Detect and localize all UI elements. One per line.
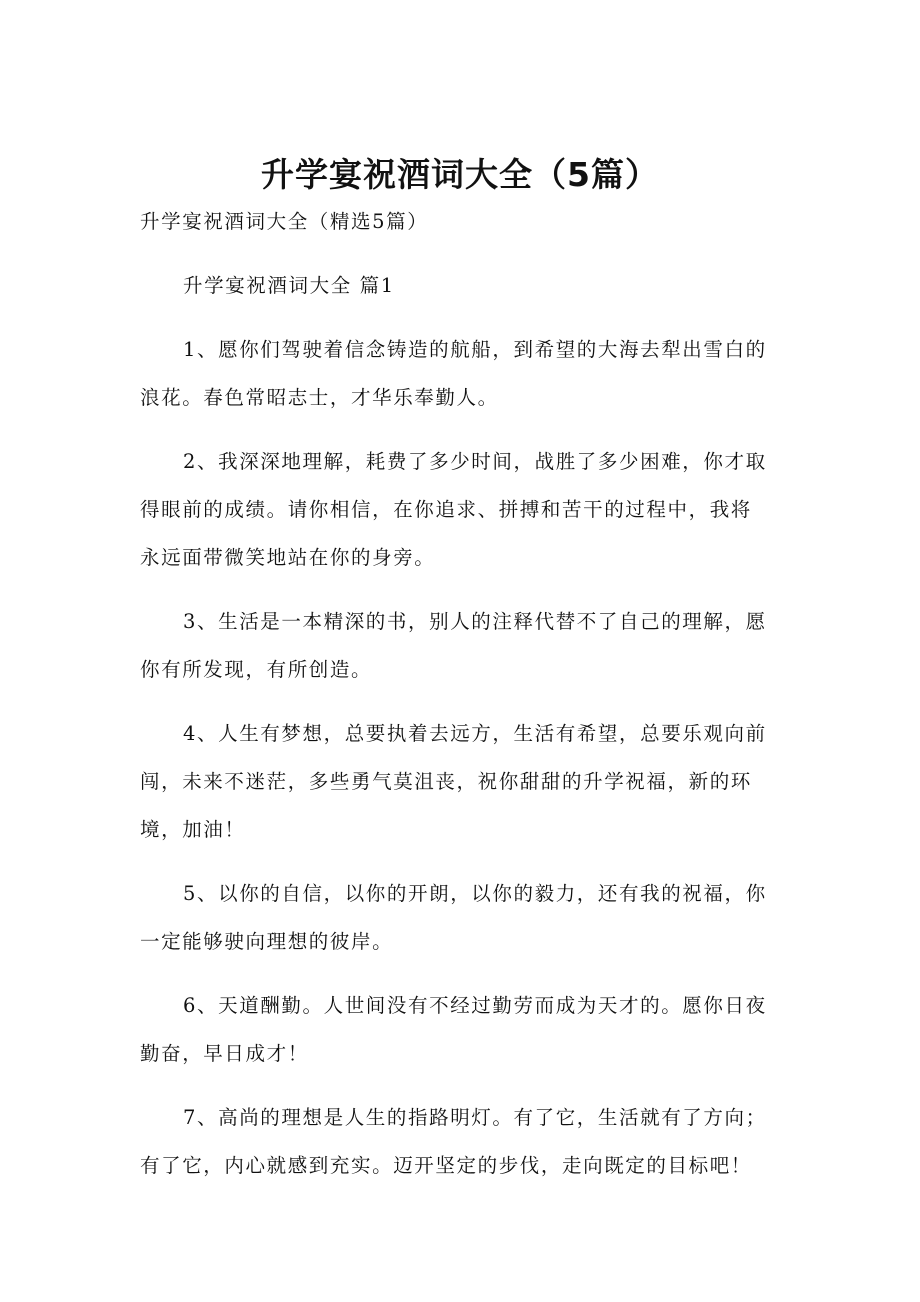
paragraph-line: 你有所发现，有所创造。 [140, 658, 373, 681]
paragraph-line: 有了它，内心就感到充实。迈开坚定的步伐，走向既定的目标吧！ [140, 1154, 752, 1177]
paragraph-line: 3、生活是一本精深的书，别人的注释代替不了自己的理解，愿 [183, 610, 767, 633]
paragraph-line: 2、我深深地理解，耗费了多少时间，战胜了多少困难，你才取 [183, 450, 767, 473]
paragraph [140, 982, 800, 1078]
paragraph-line: 1、愿你们驾驶着信念铸造的航船，到希望的大海去犁出雪白的 [183, 338, 767, 361]
paragraph [140, 326, 800, 422]
paragraph-line: 浪花。春色常昭志士，才华乐奉勤人。 [140, 386, 499, 409]
paragraph-line: 永远面带微笑地站在你的身旁。 [140, 546, 436, 569]
paragraph-line: 5、以你的自信，以你的开朗，以你的毅力，还有我的祝福，你 [183, 882, 767, 905]
section-heading: 升学宴祝酒词大全 篇1 [183, 274, 395, 297]
paragraph-line: 6、天道酬勤。人世间没有不经过勤劳而成为天才的。愿你日夜 [183, 994, 767, 1017]
paragraph-line: 一定能够驶向理想的彼岸。 [140, 930, 394, 953]
document-body [140, 198, 800, 1206]
paragraph-line: 闯，未来不迷茫，多些勇气莫沮丧，祝你甜甜的升学祝福，新的环 [140, 770, 752, 793]
paragraph-line: 境，加油！ [140, 818, 246, 841]
paragraph-line: 4、人生有梦想，总要执着去远方，生活有希望，总要乐观向前 [183, 722, 767, 745]
document-subtitle: 升学宴祝酒词大全（精选5篇） [140, 210, 429, 233]
paragraph [140, 870, 800, 966]
paragraph [140, 598, 800, 694]
document-title: 升学宴祝酒词大全（5篇） [261, 155, 659, 194]
paragraph [140, 438, 800, 582]
paragraph [140, 710, 800, 854]
paragraph-list [140, 326, 800, 1190]
paragraph-line: 勤奋，早日成才！ [140, 1042, 309, 1065]
paragraph-line: 得眼前的成绩。请你相信，在你追求、拼搏和苦干的过程中，我将 [140, 498, 752, 521]
paragraph-line: 7、高尚的理想是人生的指路明灯。有了它，生活就有了方向； [183, 1106, 767, 1129]
paragraph [140, 1094, 800, 1190]
